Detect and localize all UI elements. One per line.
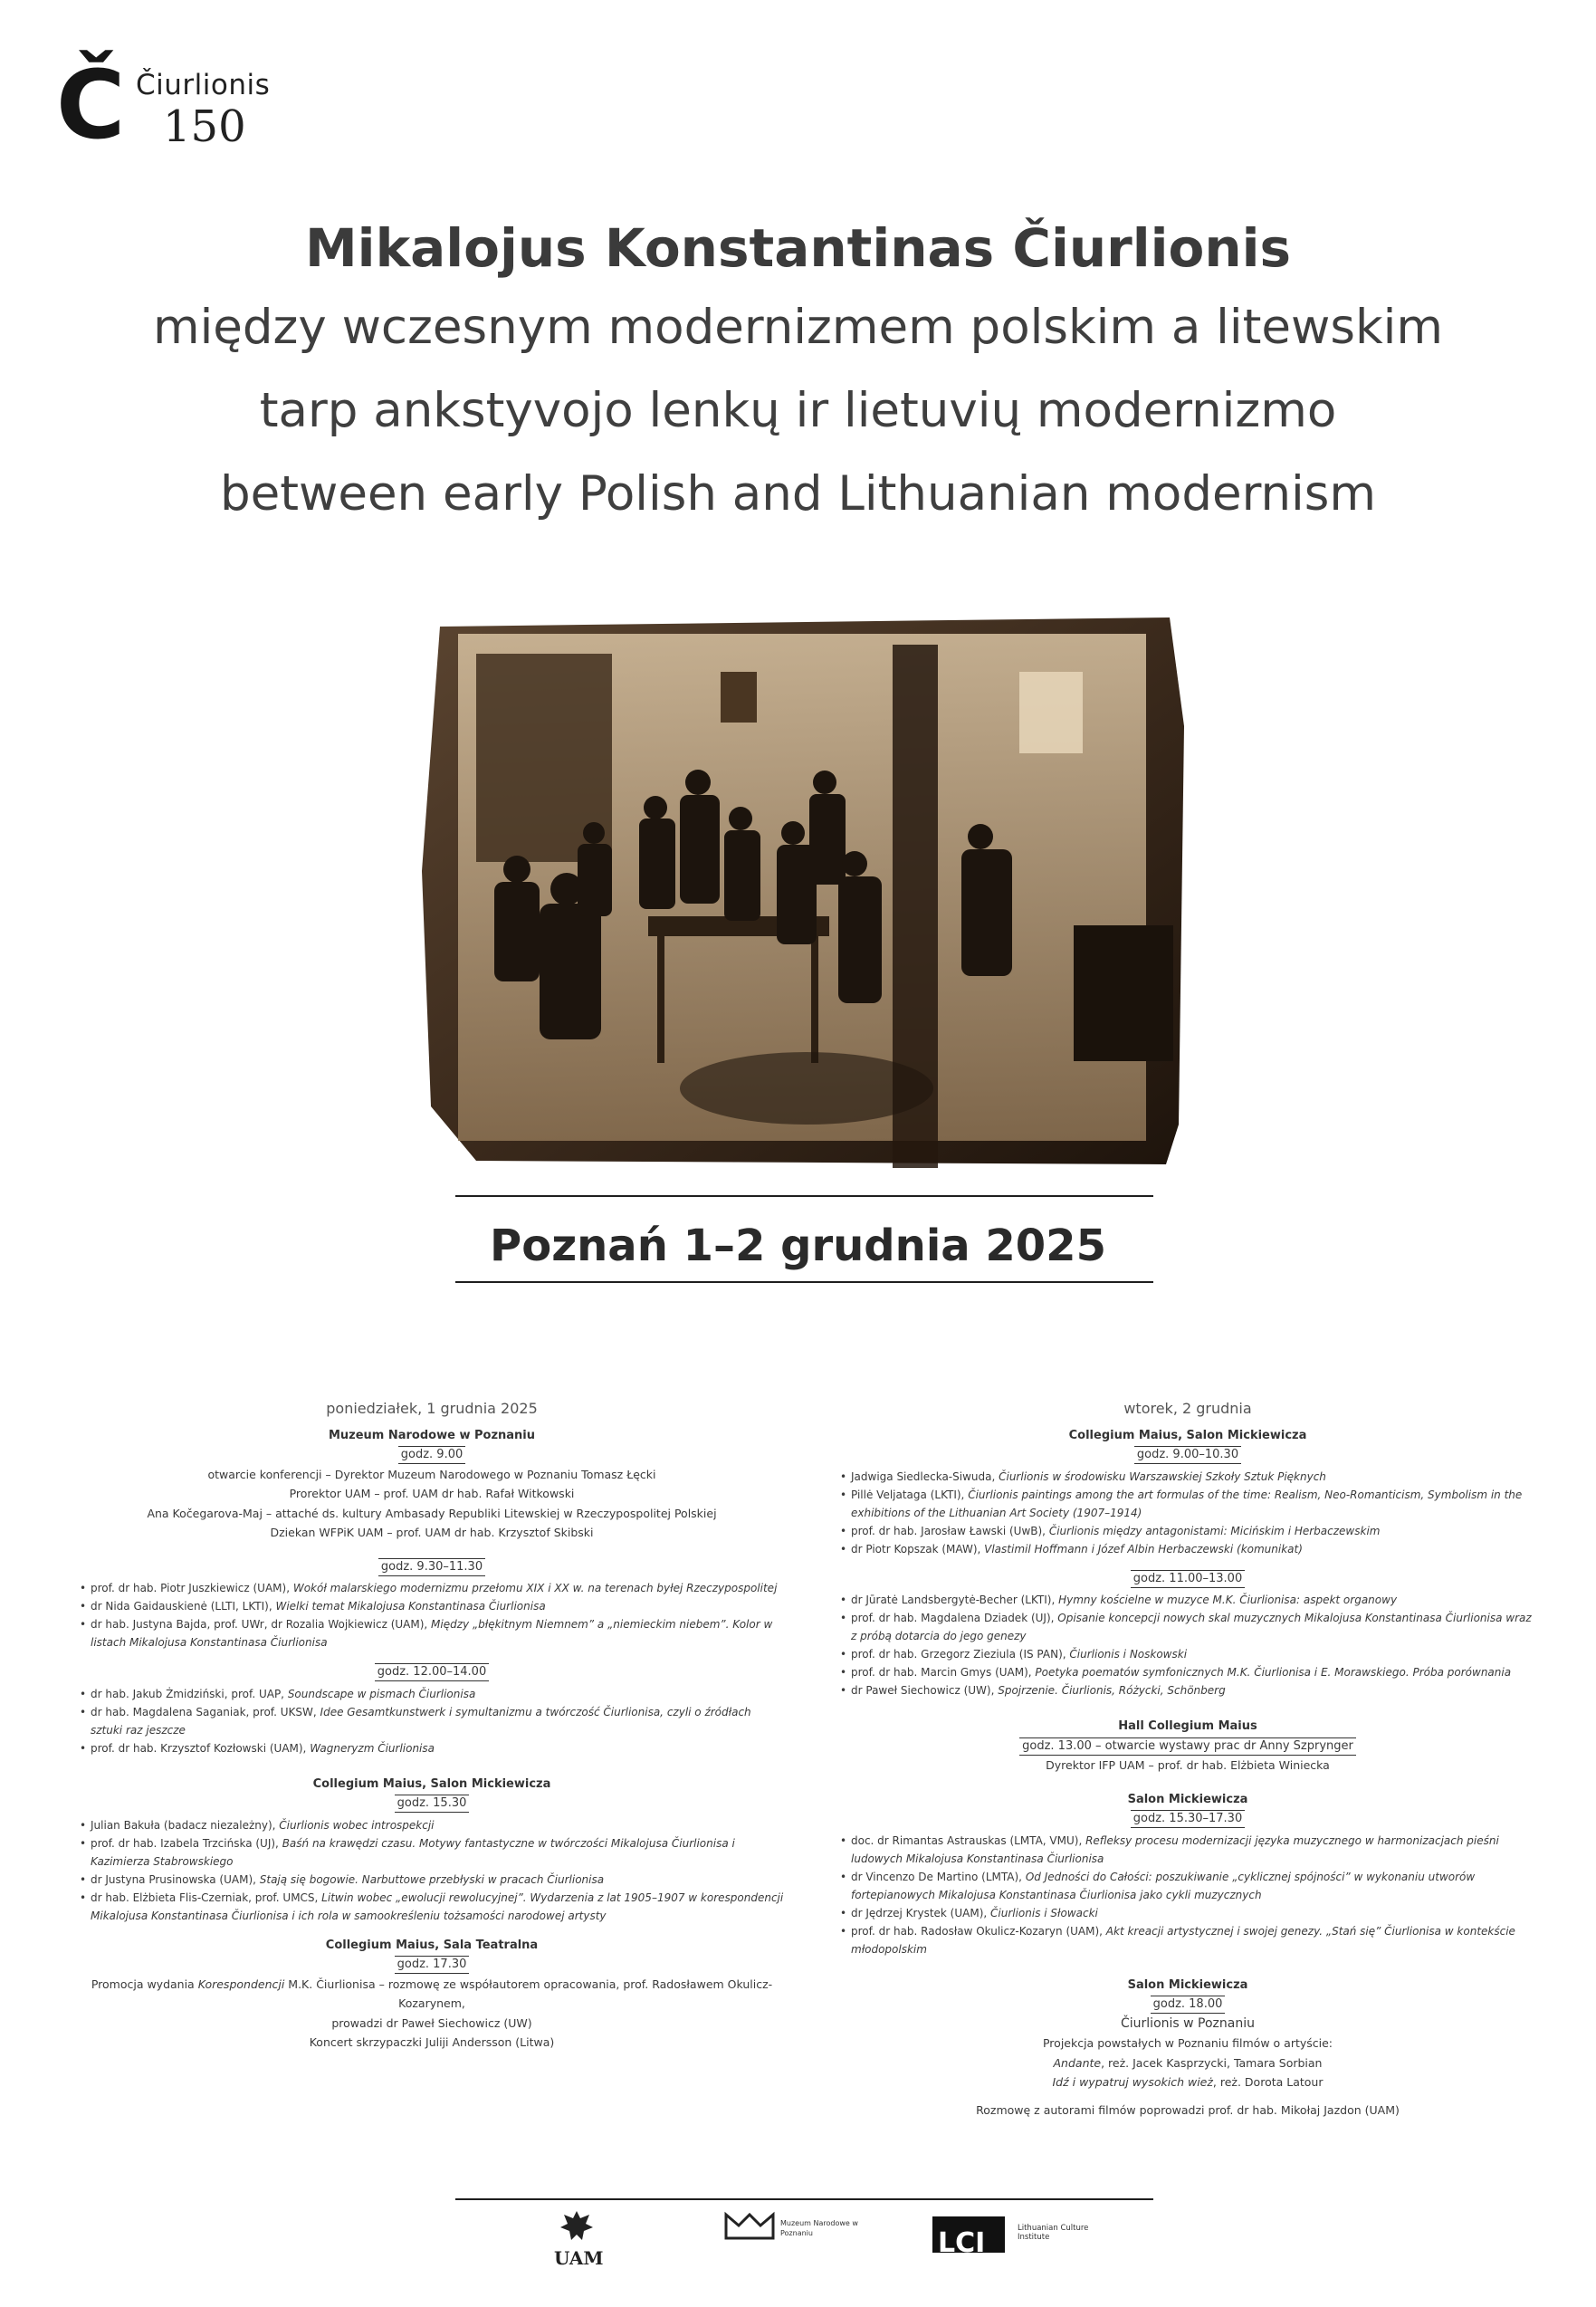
- talk-title: Čiurlionis między antagonistami: Micińskim i Herbaczewskim: [1048, 1524, 1381, 1537]
- talk-title: Wokół malarskiego modernizmu przełomu XIX i XX w. na terenach byłej Rzeczypospolitej: [292, 1582, 778, 1594]
- time-label: godz. 15.30: [395, 1795, 470, 1813]
- film-credits: , reż. Dorota Latour: [1212, 2075, 1324, 2089]
- talk-item: [838, 1922, 1537, 1958]
- day2-time-18: [838, 1995, 1537, 2015]
- talk-item: [78, 1703, 786, 1739]
- talk-speaker: dr hab. Justyna Bajda, prof. UWr, dr Rozalia Wojkiewicz (UAM),: [91, 1618, 432, 1631]
- concert: Koncert skrzypaczki Juliji Andersson (Litwa): [309, 2035, 555, 2049]
- talk-item: [838, 1522, 1537, 1540]
- talk-speaker: dr Paweł Siechowicz (UW),: [851, 1684, 999, 1697]
- talk-title: Soundscape w pismach Čiurlionisa: [287, 1687, 476, 1700]
- talk-speaker: dr Vincenzo De Martino (LMTA),: [851, 1870, 1026, 1883]
- day1-time-9: [78, 1445, 786, 1465]
- wall-drawing: [1019, 672, 1083, 753]
- day1-time-930: [78, 1557, 786, 1577]
- day2-time-13: [838, 1737, 1537, 1757]
- eagle-crest-icon: [559, 2209, 595, 2242]
- talk-title: Między „błękitnym Niemnem” a „niemieckim niebem”. Kolor w listach Mikalojusa Konstantinasa Čiurlionisa: [91, 1618, 773, 1649]
- day1-venue-theatre: Collegium Maius, Sala Teatralna: [325, 1938, 539, 1952]
- day2-label: wtorek, 2 grudnia: [1123, 1400, 1252, 1417]
- time-label: godz. 9.00: [398, 1446, 466, 1464]
- talk-speaker: Jadwiga Siedlecka-Siwuda,: [851, 1469, 999, 1483]
- talk-item: [838, 1681, 1537, 1699]
- table-leg: [811, 936, 818, 1063]
- talk-speaker: prof. dr hab. Radosław Okulicz-Kozaryn (UAM),: [851, 1924, 1106, 1938]
- film-title: Andante: [1053, 2055, 1102, 2070]
- logo-letter: Č: [56, 50, 126, 160]
- day1-time-1530: [78, 1794, 786, 1814]
- day1-session3-list: [78, 1685, 786, 1757]
- day2-time-1530: [838, 1809, 1537, 1829]
- talk-title: Refleksy procesu modernizacji języka muzycznego w harmonizacjach pieśni ludowych Mikalojusa Konstantinasa Čiurlionisa: [851, 1833, 1499, 1865]
- piano: [1074, 925, 1173, 1061]
- time-label: godz. 11.00–13.00: [1131, 1570, 1245, 1588]
- talk-title: Čiurlionis w środowisku Warszawskiej Szkoły Sztuk Pięknych: [999, 1469, 1326, 1483]
- talk-item: [78, 1615, 786, 1651]
- talk-item: [838, 1904, 1537, 1922]
- time-label: godz. 18.00: [1151, 1996, 1226, 2014]
- talk-item: [78, 1816, 786, 1834]
- talk-title: Akt kreacji artystycznej i swojej genezy. „Stań się” Čiurlionisa w kontekście młodopolskim: [851, 1924, 1515, 1956]
- promo-text: M.K. Čiurlionisa – rozmowę ze współautorem opracowania, prof. Radosławem Okulicz-Kozarynem,: [284, 1977, 773, 2010]
- talk-title: Od Jedności do Całości: poszukiwanie „cyklicznej spójności” w wykonaniu utworów fortepianowych Mikalojusa Konstantinasa Čiurlionisa jako cykli muzycznych: [851, 1870, 1476, 1901]
- logo-name: Čiurlionis: [136, 69, 271, 101]
- promo-book-title: Korespondencji: [197, 1977, 285, 1991]
- talk-speaker: prof. dr hab. Jarosław Ławski (UwB),: [851, 1524, 1049, 1537]
- talk-item: [838, 1609, 1537, 1645]
- talk-title: Opisanie koncepcji nowych skal muzycznych Mikalojusa Konstantinasa Čiurlionisa wraz z próbą dotarcia do jego genezy: [851, 1612, 1532, 1642]
- day1-time-1730: [78, 1955, 786, 1975]
- lci-mark: [932, 2216, 1005, 2259]
- talk-title: Idee Gesamtkunstwerk i symultanizmu a twórczość Čiurlionisa, czyli o źródłach sztuki raz jeszcze: [91, 1705, 751, 1737]
- photo-artwork: [422, 617, 1184, 1168]
- logo-number: 150: [163, 101, 246, 152]
- evening-title: Čiurlionis w Poznaniu: [1121, 2015, 1255, 2031]
- talk-item: [838, 1868, 1537, 1904]
- talk-item: [78, 1579, 786, 1597]
- subtitle-english: between early Polish and Lithuanian modernism: [219, 466, 1377, 522]
- promo-text: Promocja wydania: [91, 1977, 198, 1991]
- talk-title: Spojrzenie. Čiurlionis, Różycki, Schönberg: [998, 1684, 1226, 1697]
- talk-title: Wielki temat Mikalojusa Konstantinasa Čiurlionisa: [275, 1600, 546, 1613]
- subtitle-lithuanian: tarp ankstyvojo lenkų ir lietuvių modernizmo: [259, 383, 1337, 438]
- talk-item: [78, 1739, 786, 1757]
- day2-program: [838, 1399, 1537, 2120]
- talk-speaker: doc. dr Rimantas Astrauskas (LMTA, VMU),: [851, 1833, 1086, 1847]
- opening-line: Prorektor UAM – prof. UAM dr hab. Rafał Witkowski: [289, 1487, 575, 1500]
- talk-item: [838, 1468, 1537, 1486]
- talk-item: [838, 1645, 1537, 1663]
- table-leg: [657, 936, 664, 1063]
- talk-title: Poetyka poematów symfonicznych M.K. Čiurlionisa i E. Morawskiego. Próba porównania: [1035, 1666, 1512, 1679]
- exhibition-director: Dyrektor IFP UAM – prof. dr hab. Elżbieta Winiecka: [1046, 1758, 1330, 1772]
- talk-speaker: prof. dr hab. Izabela Trzcińska (UJ),: [91, 1836, 282, 1850]
- talk-speaker: dr Justyna Prusinowska (UAM),: [91, 1872, 260, 1886]
- floor-shadow: [680, 1052, 933, 1125]
- uam-logo: [554, 2209, 604, 2273]
- day1-venue-salon: Collegium Maius, Salon Mickiewicza: [312, 1776, 551, 1791]
- talk-item: [838, 1832, 1537, 1868]
- films-intro: Projekcja powstałych w Poznaniu filmów o artyście:: [1042, 2036, 1333, 2050]
- film-credits: , reż. Jacek Kasprzycki, Tamara Sorbian: [1101, 2055, 1323, 2070]
- day1-label: poniedziałek, 1 grudnia 2025: [326, 1400, 538, 1417]
- day1-program: [78, 1399, 786, 2053]
- museum-text: Muzeum Narodowe w Poznaniu: [780, 2219, 858, 2237]
- talk-item: [78, 1685, 786, 1703]
- film-title: Idź i wypatruj wysokich wież: [1052, 2075, 1213, 2089]
- uam-text: UAM: [554, 2247, 604, 2269]
- talk-speaker: dr Jūratė Landsbergytė-Becher (LKTI),: [851, 1594, 1059, 1606]
- time-label: godz. 12.00–14.00: [375, 1663, 489, 1681]
- day2-session1-list: [838, 1468, 1537, 1558]
- time-label: godz. 9.30–11.30: [378, 1558, 485, 1576]
- opening-line: otwarcie konferencji – Dyrektor Muzeum Narodowego w Poznaniu Tomasz Łęcki: [207, 1467, 656, 1481]
- talk-item: [838, 1591, 1537, 1609]
- lci-text: Lithuanian Culture Institute: [1018, 2224, 1089, 2242]
- subtitle-polish: między wczesnym modernizmem polskim a litewskim: [152, 300, 1444, 355]
- talk-title: Hymny kościelne w muzyce M.K. Čiurlionisa: aspekt organowy: [1058, 1594, 1398, 1606]
- film-entry: [838, 2072, 1537, 2092]
- talk-title: Čiurlionis wobec introspekcji: [279, 1818, 435, 1832]
- day1-venue-museum: Muzeum Narodowe w Poznaniu: [328, 1428, 536, 1442]
- museum-logo: [724, 2209, 860, 2254]
- day1-session4-list: [78, 1816, 786, 1925]
- talk-speaker: prof. dr hab. Grzegorz Zieziula (IS PAN),: [851, 1648, 1070, 1661]
- talk-speaker: prof. dr hab. Magdalena Dziadek (UJ),: [851, 1612, 1058, 1624]
- talk-speaker: dr hab. Jakub Żmidziński, prof. UAP,: [91, 1687, 288, 1700]
- closing-discussion: Rozmowę z autorami filmów poprowadzi prof. dr hab. Mikołaj Jazdon (UAM): [976, 2102, 1400, 2117]
- poster-titles: [0, 210, 1596, 536]
- time-label: godz. 13.00 – otwarcie wystawy prac dr Anny Szprynger: [1019, 1737, 1356, 1756]
- talk-speaker: Pillė Veljataga (LKTI),: [851, 1488, 969, 1501]
- talk-speaker: prof. dr hab. Piotr Juszkiewicz (UAM),: [91, 1582, 293, 1594]
- book-promotion: [78, 1975, 786, 2014]
- date-rule-bottom: [455, 1281, 1153, 1283]
- talk-title: Čiurlionis paintings among the art formulas of the time: Realism, Neo-Romanticism, Symbolism in the exhibitions of the Lithuanian Art Society (1907–1914): [851, 1488, 1523, 1519]
- talk-speaker: dr Jędrzej Krystek (UAM),: [851, 1906, 991, 1919]
- talk-speaker: dr hab. Elżbieta Flis-Czerniak, prof. UMCS,: [91, 1891, 322, 1904]
- lci-logo: [932, 2209, 1095, 2264]
- talk-item: [78, 1871, 786, 1889]
- talk-item: [838, 1486, 1537, 1522]
- talk-speaker: prof. dr hab. Marcin Gmys (UAM),: [851, 1666, 1036, 1679]
- day2-time-11: [838, 1569, 1537, 1589]
- talk-item: [78, 1834, 786, 1871]
- day1-time-12: [78, 1662, 786, 1682]
- day2-session2-list: [838, 1591, 1537, 1699]
- day2-session4-list: [838, 1832, 1537, 1958]
- lci-letters: LCI: [938, 2227, 986, 2259]
- talk-title: Vlastimil Hoffmann i Józef Albin Herbaczewski (komunikat): [984, 1542, 1303, 1556]
- talk-speaker: prof. dr hab. Krzysztof Kozłowski (UAM),: [91, 1741, 311, 1755]
- historic-group-photo: [422, 617, 1184, 1168]
- museum-mark-icon: [724, 2211, 775, 2242]
- time-label: godz. 15.30–17.30: [1131, 1810, 1245, 1828]
- promo-moderator: prowadzi dr Paweł Siechowicz (UW): [331, 2015, 532, 2030]
- talk-speaker: dr hab. Magdalena Saganiak, prof. UKSW,: [91, 1705, 320, 1718]
- day2-venue-salon: Collegium Maius, Salon Mickiewicza: [1068, 1428, 1307, 1442]
- event-date: Poznań 1–2 grudnia 2025: [490, 1221, 1106, 1271]
- day1-session2-list: [78, 1579, 786, 1651]
- talk-speaker: Julian Bakuła (badacz niezależny),: [91, 1818, 280, 1832]
- day2-venue-hall: Hall Collegium Maius: [1118, 1719, 1257, 1733]
- day2-venue-salon-2: Salon Mickiewicza: [1127, 1792, 1248, 1806]
- talk-item: [78, 1597, 786, 1615]
- ciurlionis-150-logo: [56, 50, 273, 160]
- talk-title: Litwin wobec „ewolucji rewolucyjnej”. Wydarzenia z lat 1905–1907 w korespondencji Mikalojusa Konstantinasa Čiurlionisa i ich rola w samookreśleniu tożsamości narodowej artysty: [91, 1891, 784, 1922]
- talk-title: Wagneryzm Čiurlionisa: [310, 1741, 435, 1755]
- footer-rule: [455, 2198, 1153, 2200]
- date-rule-top: [455, 1195, 1153, 1197]
- day2-venue-salon-3: Salon Mickiewicza: [1127, 1977, 1248, 1992]
- talk-title: Čiurlionis i Słowacki: [990, 1906, 1098, 1919]
- talk-item: [78, 1889, 786, 1925]
- day2-time-9: [838, 1445, 1537, 1465]
- main-title: Mikalojus Konstantinas Čiurlionis: [304, 217, 1292, 279]
- talk-speaker: dr Piotr Kopszak (MAW),: [851, 1542, 985, 1556]
- talk-speaker: dr Nida Gaidauskienė (LLTI, LKTI),: [91, 1600, 276, 1613]
- time-label: godz. 17.30: [395, 1956, 470, 1974]
- talk-item: [838, 1663, 1537, 1681]
- wall-portrait: [721, 672, 757, 723]
- talk-title: Čiurlionis i Noskowski: [1069, 1648, 1188, 1661]
- talk-title: Stają się bogowie. Narbuttowe przebłyski w pracach Čiurlionisa: [259, 1872, 605, 1886]
- time-label: godz. 9.00–10.30: [1134, 1446, 1241, 1464]
- talk-title: Baśń na krawędzi czasu. Motywy fantastyczne w twórczości Mikalojusa Čiurlionisa i Kazimierza Stabrowskiego: [91, 1836, 735, 1868]
- opening-line: Ana Kočegarova-Maj – attaché ds. kultury Ambasady Republiki Litewskiej w Rzeczypospolitej Polskiej: [147, 1506, 717, 1520]
- opening-line: Dziekan WFPiK UAM – prof. UAM dr hab. Krzysztof Skibski: [270, 1526, 594, 1539]
- talk-item: [838, 1540, 1537, 1558]
- film-entry: [838, 2053, 1537, 2073]
